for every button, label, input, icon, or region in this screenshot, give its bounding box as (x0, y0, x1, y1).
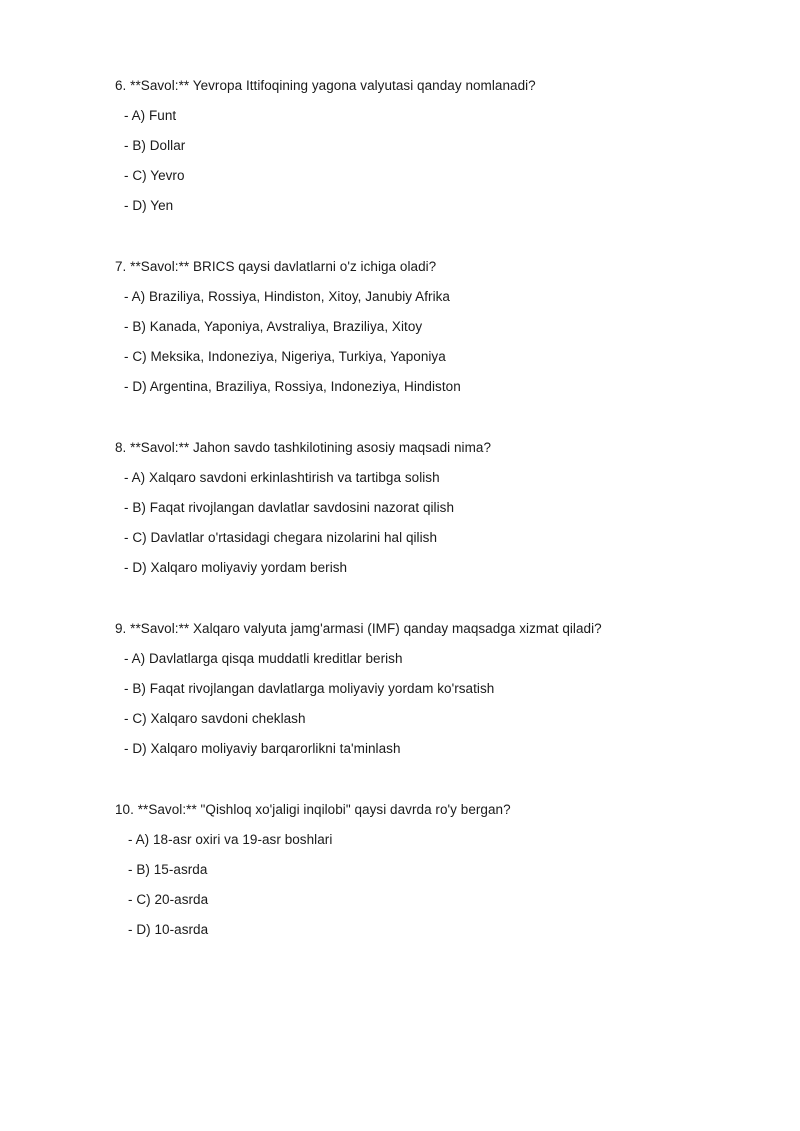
option-d: - D) Xalqaro moliyaviy yordam berish (124, 560, 348, 575)
option-b: - B) Faqat rivojlangan davlatlar savdosini nazorat qilish (124, 500, 455, 515)
question-text: 6. **Savol:** Yevropa Ittifoqining yagona valyutasi qanday nomlanadi? (115, 78, 536, 93)
question-text: 8. **Savol:** Jahon savdo tashkilotining asosiy maqsadi nima? (115, 440, 492, 455)
option-a: - A) Braziliya, Rossiya, Hindiston, Xitoy, Janubiy Afrika (124, 289, 450, 304)
option-a: - A) Funt (124, 108, 177, 123)
option-d: - D) Yen (124, 198, 174, 213)
option-a: - A) Xalqaro savdoni erkinlashtirish va tartibga solish (124, 470, 440, 485)
question-text: 9. **Savol:** Xalqaro valyuta jamg'armasi (IMF) qanday maqsadga xizmat qiladi? (115, 621, 602, 636)
option-c: - C) 20-asrda (128, 892, 209, 907)
option-c: - C) Davlatlar o'rtasidagi chegara nizolarini hal qilish (124, 530, 438, 545)
option-c: - C) Yevro (124, 168, 185, 183)
question-text: 10. **Savol:** "Qishloq xo'jaligi inqilobi" qaysi davrda ro'y bergan? (115, 802, 511, 817)
option-a: - A) Davlatlarga qisqa muddatli kreditlar berish (124, 651, 403, 666)
option-c: - C) Meksika, Indoneziya, Nigeriya, Turkiya, Yaponiya (124, 349, 446, 364)
option-c: - C) Xalqaro savdoni cheklash (124, 711, 306, 726)
option-d: - D) Xalqaro moliyaviy barqarorlikni ta'minlash (124, 741, 401, 756)
question-text: 7. **Savol:** BRICS qaysi davlatlarni o'z ichiga oladi? (115, 259, 437, 274)
option-d: - D) Argentina, Braziliya, Rossiya, Indoneziya, Hindiston (124, 379, 461, 394)
option-b: - B) Dollar (124, 138, 186, 153)
option-b: - B) Kanada, Yaponiya, Avstraliya, Braziliya, Xitoy (124, 319, 423, 334)
option-b: - B) Faqat rivojlangan davlatlarga moliyaviy yordam ko'rsatish (124, 681, 495, 696)
option-a: - A) 18-asr oxiri va 19-asr boshlari (128, 832, 333, 847)
option-d: - D) 10-asrda (128, 922, 209, 937)
option-b: - B) 15-asrda (128, 862, 208, 877)
